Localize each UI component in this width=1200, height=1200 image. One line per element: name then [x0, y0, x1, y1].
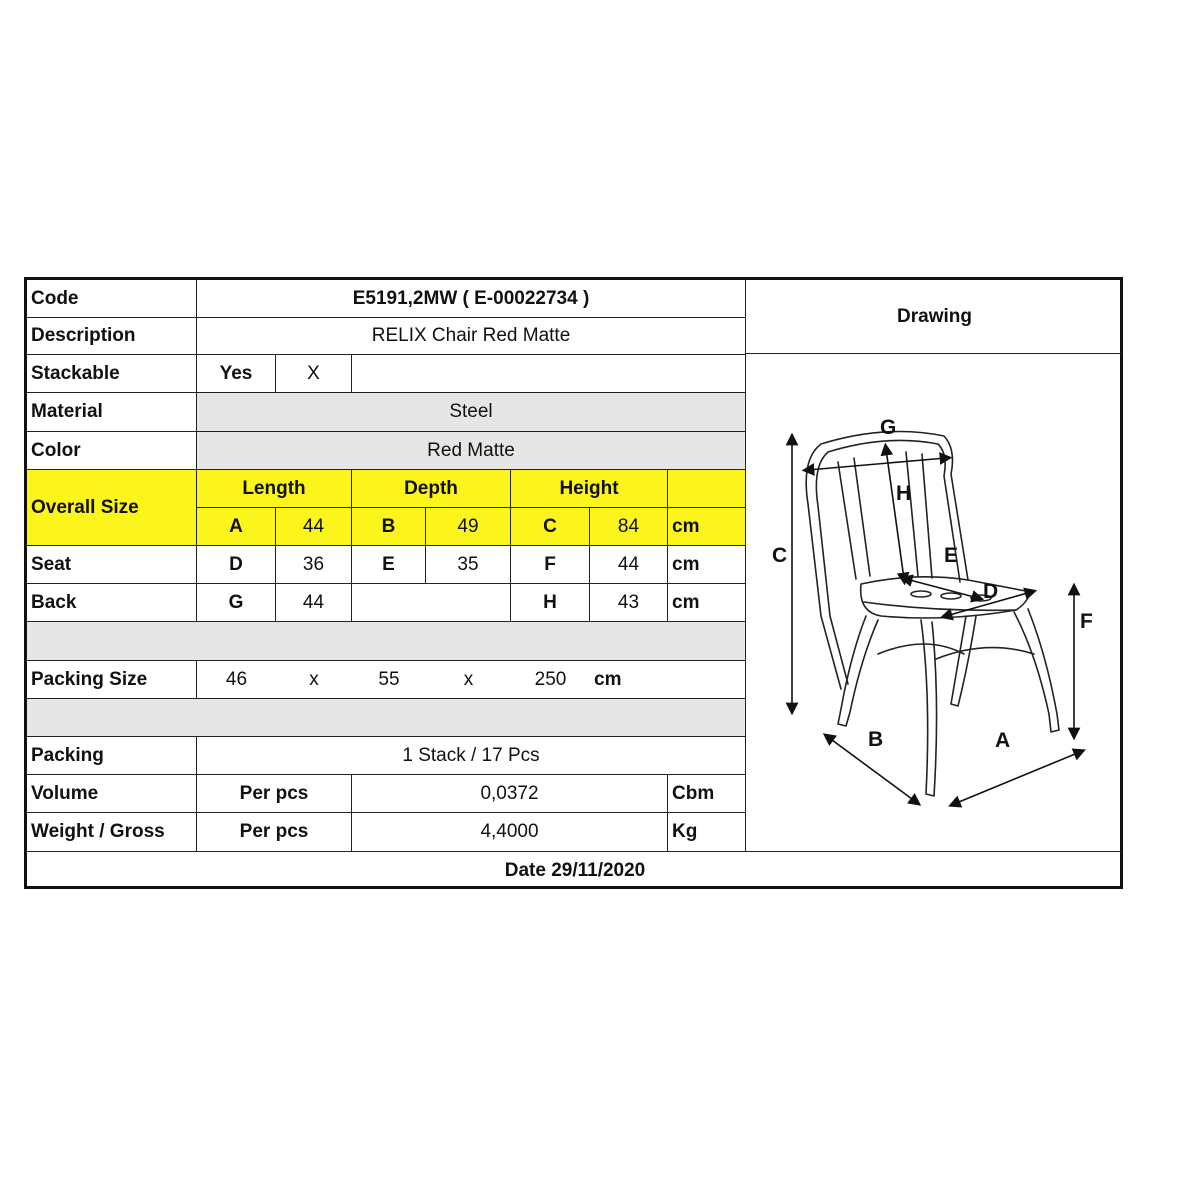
depth-header: Depth: [352, 470, 511, 508]
dim-b-value: 49: [426, 508, 511, 546]
drawing-label-h: H: [896, 482, 912, 505]
chair-line-drawing: [746, 354, 1123, 851]
overall-size-label: Overall Size: [27, 470, 197, 546]
material-value: Steel: [197, 393, 746, 432]
dim-f-value: 44: [590, 546, 668, 584]
height-header: Height: [511, 470, 668, 508]
drawing-label-f: F: [1080, 610, 1093, 633]
dim-e-letter: E: [352, 546, 426, 584]
spec-sheet: [24, 277, 1123, 889]
dim-c-letter: C: [511, 508, 590, 546]
packing-size-unit: cm: [590, 661, 746, 699]
weight-per: Per pcs: [197, 813, 352, 851]
volume-value: 0,0372: [352, 775, 668, 813]
spacer-row-2: [27, 699, 746, 737]
length-header: Length: [197, 470, 352, 508]
drawing-label-c: C: [772, 544, 788, 567]
dim-f-letter: F: [511, 546, 590, 584]
volume-per: Per pcs: [197, 775, 352, 813]
weight-label: Weight / Gross: [27, 813, 197, 851]
description-label: Description: [27, 318, 197, 355]
dim-d-letter: D: [197, 546, 276, 584]
packing-size-width: 46: [197, 661, 276, 699]
color-label: Color: [27, 432, 197, 470]
dim-d-value: 36: [276, 546, 352, 584]
volume-unit: Cbm: [668, 775, 746, 813]
seat-unit: cm: [668, 546, 746, 584]
seat-label: Seat: [27, 546, 197, 584]
packing-size-label: Packing Size: [27, 661, 197, 699]
stackable-mark: X: [276, 355, 352, 393]
back-unit: cm: [668, 584, 746, 622]
drawing-label-d: D: [983, 580, 999, 603]
dim-h-letter: H: [511, 584, 590, 622]
stackable-empty: [352, 355, 746, 393]
weight-value: 4,4000: [352, 813, 668, 851]
drawing-label-a: A: [995, 729, 1011, 752]
code-value: E5191,2MW ( E-00022734 ): [197, 280, 746, 318]
packing-label: Packing: [27, 737, 197, 775]
dim-g-value: 44: [276, 584, 352, 622]
packing-size-depth: 55: [352, 661, 426, 699]
stackable-label: Stackable: [27, 355, 197, 393]
dim-e-value: 35: [426, 546, 511, 584]
back-empty: [352, 584, 511, 622]
color-value: Red Matte: [197, 432, 746, 470]
material-label: Material: [27, 393, 197, 432]
dim-g-letter: G: [197, 584, 276, 622]
drawing-title: Drawing: [746, 280, 1123, 354]
overall-header-empty: [668, 470, 746, 508]
packing-size-x2: x: [426, 661, 511, 699]
dim-b-letter: B: [352, 508, 426, 546]
drawing-label-e: E: [944, 544, 959, 567]
dim-a-value: 44: [276, 508, 352, 546]
volume-label: Volume: [27, 775, 197, 813]
packing-size-height: 250: [511, 661, 590, 699]
code-label: Code: [27, 280, 197, 318]
drawing-label-b: B: [868, 728, 884, 751]
stackable-yes: Yes: [197, 355, 276, 393]
dim-h-value: 43: [590, 584, 668, 622]
packing-value: 1 Stack / 17 Pcs: [197, 737, 746, 775]
drawing-label-g: G: [880, 416, 897, 439]
back-label: Back: [27, 584, 197, 622]
spacer-row-1: [27, 622, 746, 661]
weight-unit: Kg: [668, 813, 746, 851]
date-footer: Date 29/11/2020: [27, 851, 1123, 889]
dim-a-letter: A: [197, 508, 276, 546]
description-value: RELIX Chair Red Matte: [197, 318, 746, 355]
chair-drawing: [746, 354, 1123, 851]
overall-unit: cm: [668, 508, 746, 546]
dim-c-value: 84: [590, 508, 668, 546]
packing-size-x1: x: [276, 661, 352, 699]
